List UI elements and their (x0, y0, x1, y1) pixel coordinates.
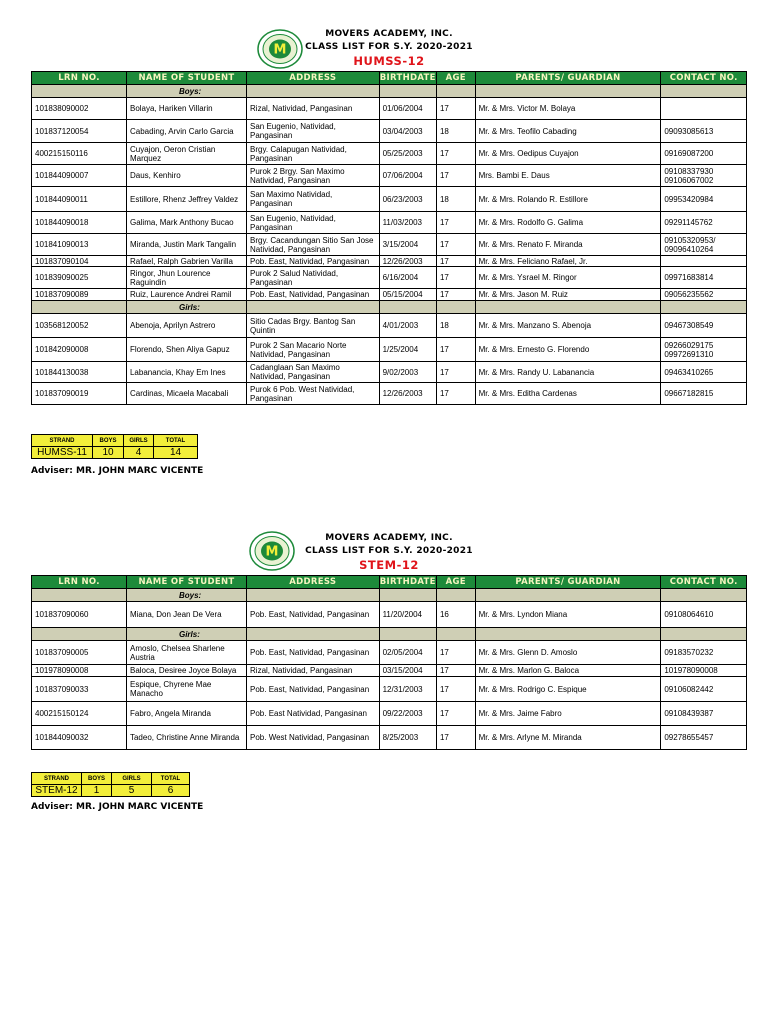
age-cell: 17 (436, 256, 475, 267)
summary-boys: 1 (82, 785, 112, 797)
summary-header-row (32, 773, 190, 785)
summary-header: TOTAL (154, 435, 198, 447)
contact-cell: 09093085613 (661, 120, 747, 143)
table-row (32, 702, 747, 726)
guardian-cell: Mr. & Mrs. Oedipus Cuyajon (475, 143, 661, 165)
guardian-cell: Mr. & Mrs. Editha Cardenas (475, 383, 661, 405)
contact-cell: 101978090008 (661, 665, 747, 677)
contact-cell: 09169087200 (661, 143, 747, 165)
adviser-label: Adviser: MR. JOHN MARC VICENTE (31, 466, 204, 476)
column-header: CONTACT NO. (661, 72, 747, 85)
table-header-row (32, 576, 747, 589)
column-header: NAME OF STUDENT (126, 72, 246, 85)
birthdate-cell: 9/02/2003 (379, 362, 436, 383)
table-header-row (32, 72, 747, 85)
lrn-cell: 400215150124 (32, 702, 127, 726)
contact-cell: 09183570232 (661, 641, 747, 665)
address-cell: Purok 6 Pob. West Natividad, Pangasinan (247, 383, 380, 405)
birthdate-cell: 12/26/2003 (379, 256, 436, 267)
address-cell: San Eugenio, Natividad, Pangasinan (247, 212, 380, 234)
birthdate-cell: 03/04/2003 (379, 120, 436, 143)
address-cell: Pob. East Natividad, Pangasinan (247, 702, 380, 726)
column-header: PARENTS/ GUARDIAN (475, 576, 661, 589)
stem-12-section (31, 531, 747, 812)
lrn-cell: 101837090005 (32, 641, 127, 665)
class-list-title: CLASS LIST FOR S.Y. 2020-2021 (305, 546, 473, 556)
guardian-cell: Mr. & Mrs. Lyndon Miana (475, 602, 661, 628)
lrn-cell: 101844130038 (32, 362, 127, 383)
age-cell: 17 (436, 234, 475, 256)
school-name: MOVERS ACADEMY, INC. (325, 533, 453, 543)
name-cell: Ruiz, Laurence Andrei Ramil (126, 289, 246, 301)
strand-summary-table (31, 434, 198, 459)
guardian-cell: Mr. & Mrs. Renato F. Miranda (475, 234, 661, 256)
adviser-label: Adviser: MR. JOHN MARC VICENTE (31, 802, 204, 812)
birthdate-cell: 8/25/2003 (379, 726, 436, 750)
column-header: LRN NO. (32, 72, 127, 85)
table-row (32, 120, 747, 143)
contact-cell: 09266029175 09972691310 (661, 338, 747, 362)
guardian-cell: Mr. & Mrs. Randy U. Labanancia (475, 362, 661, 383)
table-row (32, 212, 747, 234)
summary-header: BOYS (93, 435, 124, 447)
lrn-cell: 103568120052 (32, 314, 127, 338)
name-cell: Abenoja, Aprilyn Astrero (126, 314, 246, 338)
guardian-cell: Mr. & Mrs. Jason M. Ruiz (475, 289, 661, 301)
guardian-cell: Mr. & Mrs. Manzano S. Abenoja (475, 314, 661, 338)
contact-cell: 09291145762 (661, 212, 747, 234)
name-cell: Florendo, Shen Aliya Gapuz (126, 338, 246, 362)
column-header: BIRTHDATE (379, 577, 436, 587)
strand-title: STEM-12 (359, 558, 419, 572)
birthdate-cell: 01/06/2004 (379, 98, 436, 120)
guardian-cell: Mrs. Bambi E. Daus (475, 165, 661, 187)
table-row (32, 289, 747, 301)
age-cell: 17 (436, 677, 475, 702)
birthdate-cell: 09/22/2003 (379, 702, 436, 726)
name-cell: Daus, Kenhiro (126, 165, 246, 187)
logo-letter: M (273, 42, 287, 58)
age-cell: 17 (436, 362, 475, 383)
address-cell: Pob. East, Natividad, Pangasinan (247, 641, 380, 665)
age-cell: 18 (436, 187, 475, 212)
name-cell: Cuyajon, Oeron Cristian Marquez (126, 143, 246, 165)
name-cell: Miana, Don Jean De Vera (126, 602, 246, 628)
contact-cell: 09105320953/ 09096410264 (661, 234, 747, 256)
age-cell: 17 (436, 98, 475, 120)
contact-cell: 09278655457 (661, 726, 747, 750)
guardian-cell: Mr. & Mrs. Jaime Fabro (475, 702, 661, 726)
guardian-cell: Mr. & Mrs. Ysrael M. Ringor (475, 267, 661, 289)
name-cell: Labanancia, Khay Em Ines (126, 362, 246, 383)
age-cell: 18 (436, 120, 475, 143)
age-cell: 18 (436, 314, 475, 338)
birthdate-cell: 1/25/2004 (379, 338, 436, 362)
student-roster-table (31, 71, 747, 405)
lrn-cell: 101978090008 (32, 665, 127, 677)
address-cell: Sitio Cadas Brgy. Bantog San Quintin (247, 314, 380, 338)
address-cell: Pob. West Natividad, Pangasinan (247, 726, 380, 750)
name-cell: Espique, Chyrene Mae Manacho (126, 677, 246, 702)
group-label: Girls: (126, 301, 246, 314)
name-cell: Cabading, Arvin Carlo Garcia (126, 120, 246, 143)
age-cell: 17 (436, 726, 475, 750)
name-cell: Baloca, Desiree Joyce Bolaya (126, 665, 246, 677)
class-list-title: CLASS LIST FOR S.Y. 2020-2021 (305, 42, 473, 52)
birthdate-cell: 12/31/2003 (379, 677, 436, 702)
class-list-header (31, 531, 747, 575)
address-cell: San Eugenio, Natividad, Pangasinan (247, 120, 380, 143)
contact-cell: 09667182815 (661, 383, 747, 405)
birthdate-cell: 02/05/2004 (379, 641, 436, 665)
name-cell: Galima, Mark Anthony Bucao (126, 212, 246, 234)
guardian-cell: Mr. & Mrs. Victor M. Bolaya (475, 98, 661, 120)
address-cell: Brgy. Cacandungan Sitio San Jose Natividad, Pangasinan (247, 234, 380, 256)
table-row (32, 314, 747, 338)
name-cell: Miranda, Justin Mark Tangalin (126, 234, 246, 256)
summary-value-row (32, 447, 198, 459)
summary-strand: STEM-12 (32, 785, 82, 797)
age-cell: 17 (436, 143, 475, 165)
lrn-cell: 101838090002 (32, 98, 127, 120)
group-label: Boys: (126, 85, 246, 98)
table-row (32, 726, 747, 750)
contact-cell: 09108064610 (661, 602, 747, 628)
summary-value-row (32, 785, 190, 797)
table-row (32, 602, 747, 628)
name-cell: Ringor, Jhun Lourence Raguindin (126, 267, 246, 289)
column-header: ADDRESS (247, 576, 380, 589)
lrn-cell: 101837090089 (32, 289, 127, 301)
column-header: NAME OF STUDENT (126, 576, 246, 589)
age-cell: 17 (436, 212, 475, 234)
age-cell: 17 (436, 702, 475, 726)
lrn-cell: 101837090033 (32, 677, 127, 702)
contact-cell: 09467308549 (661, 314, 747, 338)
guardian-cell: Mr. & Mrs. Arlyne M. Miranda (475, 726, 661, 750)
table-row (32, 383, 747, 405)
address-cell: Pob. East, Natividad, Pangasinan (247, 602, 380, 628)
birthdate-cell: 05/25/2003 (379, 143, 436, 165)
group-label: Girls: (126, 628, 246, 641)
age-cell: 17 (436, 267, 475, 289)
summary-header: STRAND (32, 773, 82, 785)
group-row-girls (32, 628, 747, 641)
contact-cell: 09953420984 (661, 187, 747, 212)
age-cell: 17 (436, 289, 475, 301)
strand-summary-table (31, 772, 190, 797)
strand-title: HUMSS-12 (353, 54, 425, 68)
table-row (32, 98, 747, 120)
age-cell: 17 (436, 338, 475, 362)
contact-cell: 09108337930 09106067002 (661, 165, 747, 187)
address-cell: Pob. East, Natividad, Pangasinan (247, 677, 380, 702)
name-cell: Amoslo, Chelsea Sharlene Austria (126, 641, 246, 665)
group-row-boys (32, 85, 747, 98)
summary-header: GIRLS (112, 773, 152, 785)
name-cell: Cardinas, Micaela Macabali (126, 383, 246, 405)
lrn-cell: 101839090025 (32, 267, 127, 289)
column-header: BIRTHDATE (379, 73, 436, 83)
birthdate-cell: 03/15/2004 (379, 665, 436, 677)
lrn-cell: 101844090018 (32, 212, 127, 234)
group-row-girls (32, 301, 747, 314)
birthdate-cell: 12/26/2003 (379, 383, 436, 405)
summary-total: 6 (152, 785, 190, 797)
address-cell: Rizal, Natividad, Pangasinan (247, 665, 380, 677)
student-roster-table (31, 575, 747, 750)
column-header: LRN NO. (32, 576, 127, 589)
table-row (32, 143, 747, 165)
guardian-cell: Mr. & Mrs. Feliciano Rafael, Jr. (475, 256, 661, 267)
address-cell: Pob. East, Natividad, Pangasinan (247, 256, 380, 267)
contact-cell (661, 256, 747, 267)
column-header: AGE (436, 72, 475, 85)
address-cell: Purok 2 Salud Natividad, Pangasinan (247, 267, 380, 289)
age-cell: 17 (436, 665, 475, 677)
guardian-cell: Mr. & Mrs. Ernesto G. Florendo (475, 338, 661, 362)
address-cell: Cadanglaan San Maximo Natividad, Pangasinan (247, 362, 380, 383)
guardian-cell: Mr. & Mrs. Glenn D. Amoslo (475, 641, 661, 665)
table-row (32, 362, 747, 383)
summary-boys: 10 (93, 447, 124, 459)
birthdate-cell: 05/15/2004 (379, 289, 436, 301)
lrn-cell: 400215150116 (32, 143, 127, 165)
lrn-cell: 101837090060 (32, 602, 127, 628)
class-list-header (31, 27, 747, 71)
table-row (32, 665, 747, 677)
address-cell: Pob. East, Natividad, Pangasinan (247, 289, 380, 301)
summary-header: BOYS (82, 773, 112, 785)
summary-total: 14 (154, 447, 198, 459)
lrn-cell: 101841090013 (32, 234, 127, 256)
lrn-cell: 101837090104 (32, 256, 127, 267)
address-cell: Purok 2 San Macario Norte Natividad, Pangasinan (247, 338, 380, 362)
column-header: PARENTS/ GUARDIAN (475, 72, 661, 85)
column-header: ADDRESS (247, 72, 380, 85)
summary-header: STRAND (32, 435, 93, 447)
table-row (32, 338, 747, 362)
age-cell: 17 (436, 165, 475, 187)
lrn-cell: 101844090032 (32, 726, 127, 750)
table-row (32, 165, 747, 187)
birthdate-cell: 11/20/2004 (379, 602, 436, 628)
contact-cell: 09971683814 (661, 267, 747, 289)
lrn-cell: 101842090008 (32, 338, 127, 362)
summary-girls: 5 (112, 785, 152, 797)
age-cell: 16 (436, 602, 475, 628)
birthdate-cell: 07/06/2004 (379, 165, 436, 187)
table-row (32, 677, 747, 702)
lrn-cell: 101837120054 (32, 120, 127, 143)
contact-cell: 09108439387 (661, 702, 747, 726)
group-label: Boys: (126, 589, 246, 602)
column-header: CONTACT NO. (661, 576, 747, 589)
lrn-cell: 101844090007 (32, 165, 127, 187)
birthdate-cell: 6/16/2004 (379, 267, 436, 289)
group-row-boys (32, 589, 747, 602)
name-cell: Fabro, Angela Miranda (126, 702, 246, 726)
address-cell: Purok 2 Brgy. San Maximo Natividad, Pangasinan (247, 165, 380, 187)
birthdate-cell: 11/03/2003 (379, 212, 436, 234)
name-cell: Rafael, Ralph Gabrien Varilla (126, 256, 246, 267)
address-cell: Rizal, Natividad, Pangasinan (247, 98, 380, 120)
lrn-cell: 101844090011 (32, 187, 127, 212)
name-cell: Tadeo, Christine Anne Miranda (126, 726, 246, 750)
age-cell: 17 (436, 641, 475, 665)
address-cell: San Maximo Natividad, Pangasinan (247, 187, 380, 212)
summary-header: TOTAL (152, 773, 190, 785)
guardian-cell: Mr. & Mrs. Rolando R. Estillore (475, 187, 661, 212)
column-header: AGE (436, 576, 475, 589)
table-row (32, 187, 747, 212)
guardian-cell: Mr. & Mrs. Teofilo Cabading (475, 120, 661, 143)
age-cell: 17 (436, 383, 475, 405)
table-row (32, 234, 747, 256)
birthdate-cell: 3/15/2004 (379, 234, 436, 256)
logo-letter: M (265, 544, 279, 560)
address-cell: Brgy. Calapugan Natividad, Pangasinan (247, 143, 380, 165)
summary-strand: HUMSS-11 (32, 447, 93, 459)
lrn-cell: 101837090019 (32, 383, 127, 405)
birthdate-cell: 06/23/2003 (379, 187, 436, 212)
birthdate-cell: 4/01/2003 (379, 314, 436, 338)
contact-cell: 09056235562 (661, 289, 747, 301)
name-cell: Bolaya, Hariken Villarin (126, 98, 246, 120)
table-row (32, 267, 747, 289)
summary-girls: 4 (124, 447, 154, 459)
contact-cell: 09106082442 (661, 677, 747, 702)
guardian-cell: Mr. & Mrs. Marlon G. Baloca (475, 665, 661, 677)
school-name: MOVERS ACADEMY, INC. (325, 29, 453, 39)
name-cell: Estillore, Rhenz Jeffrey Valdez (126, 187, 246, 212)
guardian-cell: Mr. & Mrs. Rodolfo G. Galima (475, 212, 661, 234)
summary-header: GIRLS (124, 435, 154, 447)
guardian-cell: Mr. & Mrs. Rodrigo C. Espique (475, 677, 661, 702)
summary-header-row (32, 435, 198, 447)
table-row (32, 641, 747, 665)
contact-cell (661, 98, 747, 120)
table-row (32, 256, 747, 267)
contact-cell: 09463410265 (661, 362, 747, 383)
humss-12-section (31, 27, 747, 476)
